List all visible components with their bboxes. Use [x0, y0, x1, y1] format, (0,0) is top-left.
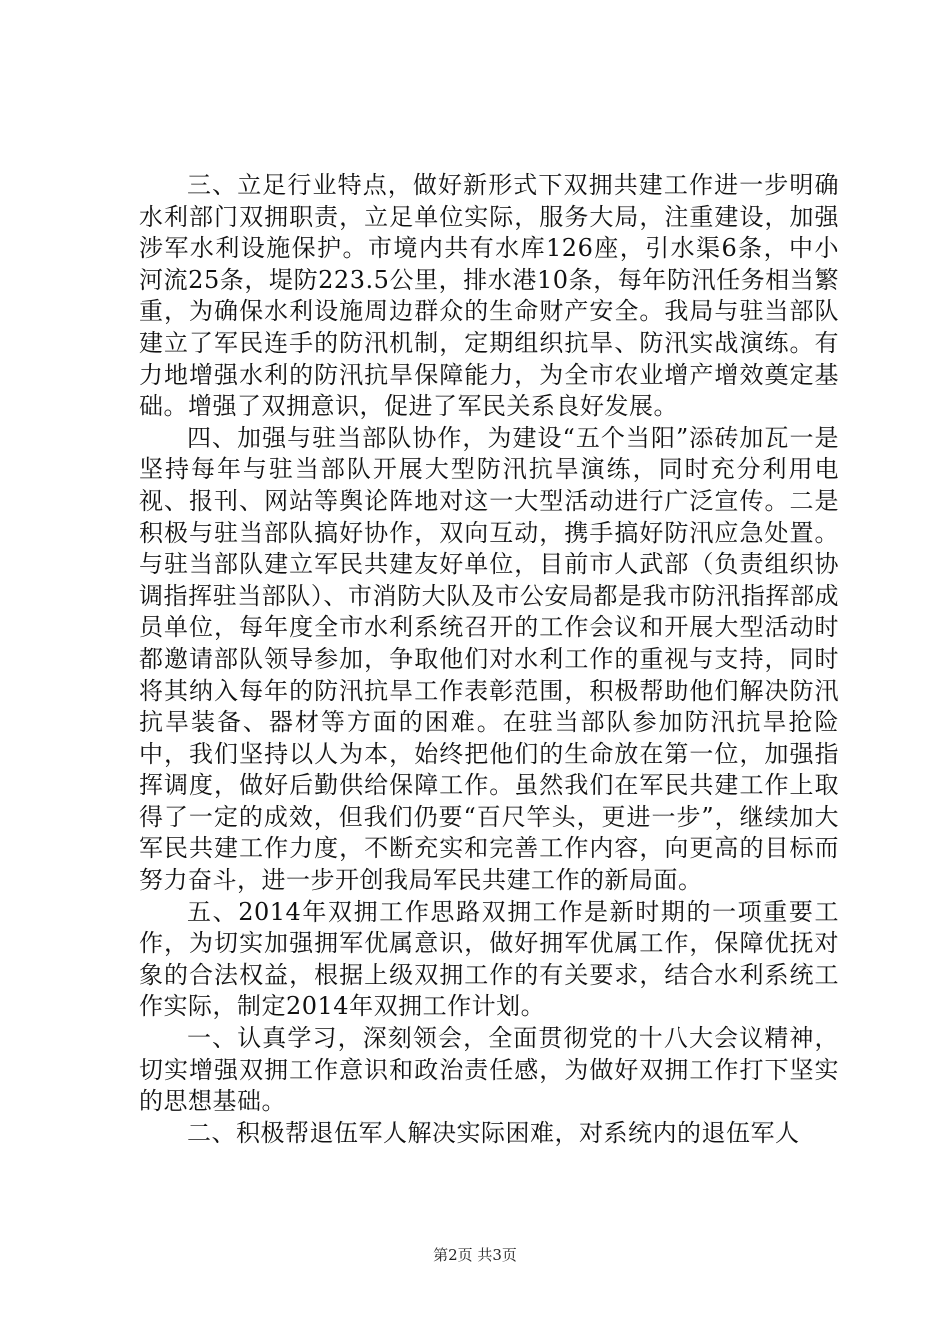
paragraph-section-five: 五、2014年双拥工作思路双拥工作是新时期的一项重要工作，为切实加强拥军优属意识，做好拥军优属工作，保障优抚对象的合法权益，根据上级双拥工作的有关要求，结合水利系统工作实际，制定2014年双拥工作计划。 [139, 897, 839, 1021]
paragraph-plan-item-one: 一、认真学习，深刻领会，全面贯彻党的十八大会议精神，切实增强双拥工作意识和政治责任感，为做好双拥工作打下坚实的思想基础。 [139, 1024, 839, 1116]
paragraph-section-three: 三、立足行业特点，做好新形式下双拥共建工作进一步明确水利部门双拥职责，立足单位实际，服务大局，注重建设，加强涉军水利设施保护。市境内共有水库126座，引水渠6条，中小河流25条，堤防223.5公里，排水港10条，每年防汛任务相当繁重，为确保水利设施周边群众的生命财产安全。我局与驻当部队建立了军民连手的防汛机制，定期组织抗旱、防汛实战演练。有力地增强水利的防汛抗旱保障能力，为全市农业增产增效奠定基础。增强了双拥意识，促进了军民关系良好发展。 [139, 171, 839, 421]
paragraph-plan-item-two: 二、积极帮退伍军人解决实际困难，对系统内的退伍军人 [187, 1118, 800, 1147]
page-number-footer: 第2页 共3页 [433, 1246, 517, 1264]
document-body [139, 170, 839, 1149]
paragraph-section-four: 四、加强与驻当部队协作，为建设“五个当阳”添砖加瓦一是坚持每年与驻当部队开展大型防汛抗旱演练，同时充分利用电视、报刊、网站等舆论阵地对这一大型活动进行广泛宣传。二是积极与驻当部队搞好协作，双向互动，携手搞好防汛应急处置。与驻当部队建立军民共建友好单位，目前市人武部（负责组织协调指挥驻当部队）、市消防大队及市公安局都是我市防汛指挥部成员单位，每年度全市水利系统召开的工作会议和开展大型活动时都邀请部队领导参加，争取他们对水利工作的重视与支持，同时将其纳入每年的防汛抗旱工作表彰范围，积极帮助他们解决防汛抗旱装备、器材等方面的困难。在驻当部队参加防汛抗旱抢险中，我们坚持以人为本，始终把他们的生命放在第一位，加强指挥调度，做好后勤供给保障工作。虽然我们在军民共建工作上取得了一定的成效，但我们仍要“百尺竿头，更进一步”，继续加大军民共建工作力度，不断充实和完善工作内容，向更高的目标而努力奋斗，进一步开创我局军民共建工作的新局面。 [139, 423, 839, 895]
